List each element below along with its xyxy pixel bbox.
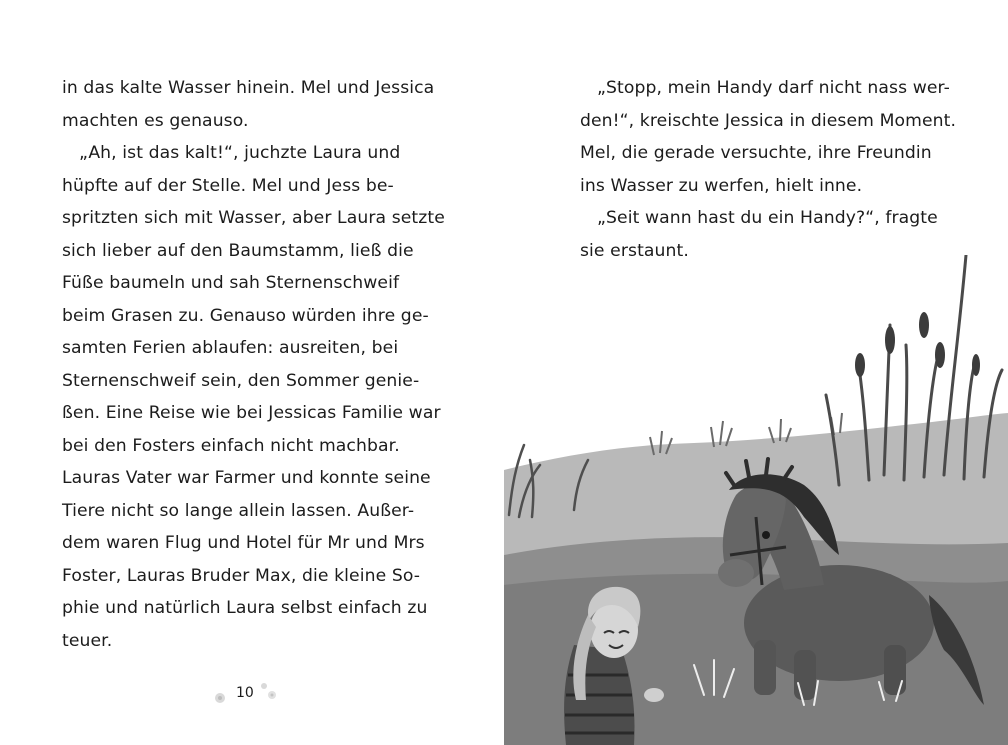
text-line: Sternenschweif sein, den Sommer genie- xyxy=(62,370,420,391)
text-line: dem waren Flug und Hotel für Mr und Mrs xyxy=(62,533,425,553)
text-line: „Stopp, mein Handy darf nicht nass wer- xyxy=(597,78,950,98)
text-line: Foster, Lauras Bruder Max, die kleine So- xyxy=(62,565,421,586)
text-line: Mel, die gerade versuchte, ihre Freundin xyxy=(580,143,932,163)
text-line: sich lieber auf den Baumstamm, ließ die xyxy=(62,240,414,261)
text-line: bei den Fosters einfach nicht machbar. xyxy=(62,435,400,456)
text-line: „Seit wann hast du ein Handy?“, fragte xyxy=(597,208,938,228)
text-line: machten es genauso. xyxy=(62,110,249,131)
right-page xyxy=(504,0,1008,745)
text-line: phie und natürlich Laura selbst einfach zu xyxy=(62,598,428,618)
text-line: sie erstaunt. xyxy=(580,240,689,261)
text-line: Tiere nicht so lange allein lassen. Außer- xyxy=(62,500,415,521)
text-line: in das kalte Wasser hinein. Mel und Jessica xyxy=(62,78,435,98)
text-line: beim Grasen zu. Genauso würden ihre ge- xyxy=(62,305,429,326)
text-line: „Ah, ist das kalt!“, juchzte Laura und xyxy=(79,143,401,163)
text-line: Lauras Vater war Farmer und konnte seine xyxy=(62,468,431,488)
right-page-text xyxy=(580,72,960,267)
text-line: spritzten sich mit Wasser, aber Laura setzte xyxy=(62,208,445,228)
left-page-text xyxy=(62,72,445,657)
text-line: ßen. Eine Reise wie bei Jessicas Familie war xyxy=(62,403,441,423)
text-line: Füße baumeln und sah Sternenschweif xyxy=(62,273,400,293)
pony-and-girl-in-pond-illustration xyxy=(504,255,1008,745)
text-line: den!“, kreischte Jessica in diesem Moment. xyxy=(580,110,957,131)
text-line: teuer. xyxy=(62,630,113,651)
text-line: hüpfte auf der Stelle. Mel und Jess be- xyxy=(62,175,394,196)
text-line: ins Wasser zu werfen, hielt inne. xyxy=(580,175,863,196)
page-number-area xyxy=(212,682,282,712)
page-number: 10 xyxy=(236,685,254,701)
text-line: samten Ferien ablaufen: ausreiten, bei xyxy=(62,338,399,358)
